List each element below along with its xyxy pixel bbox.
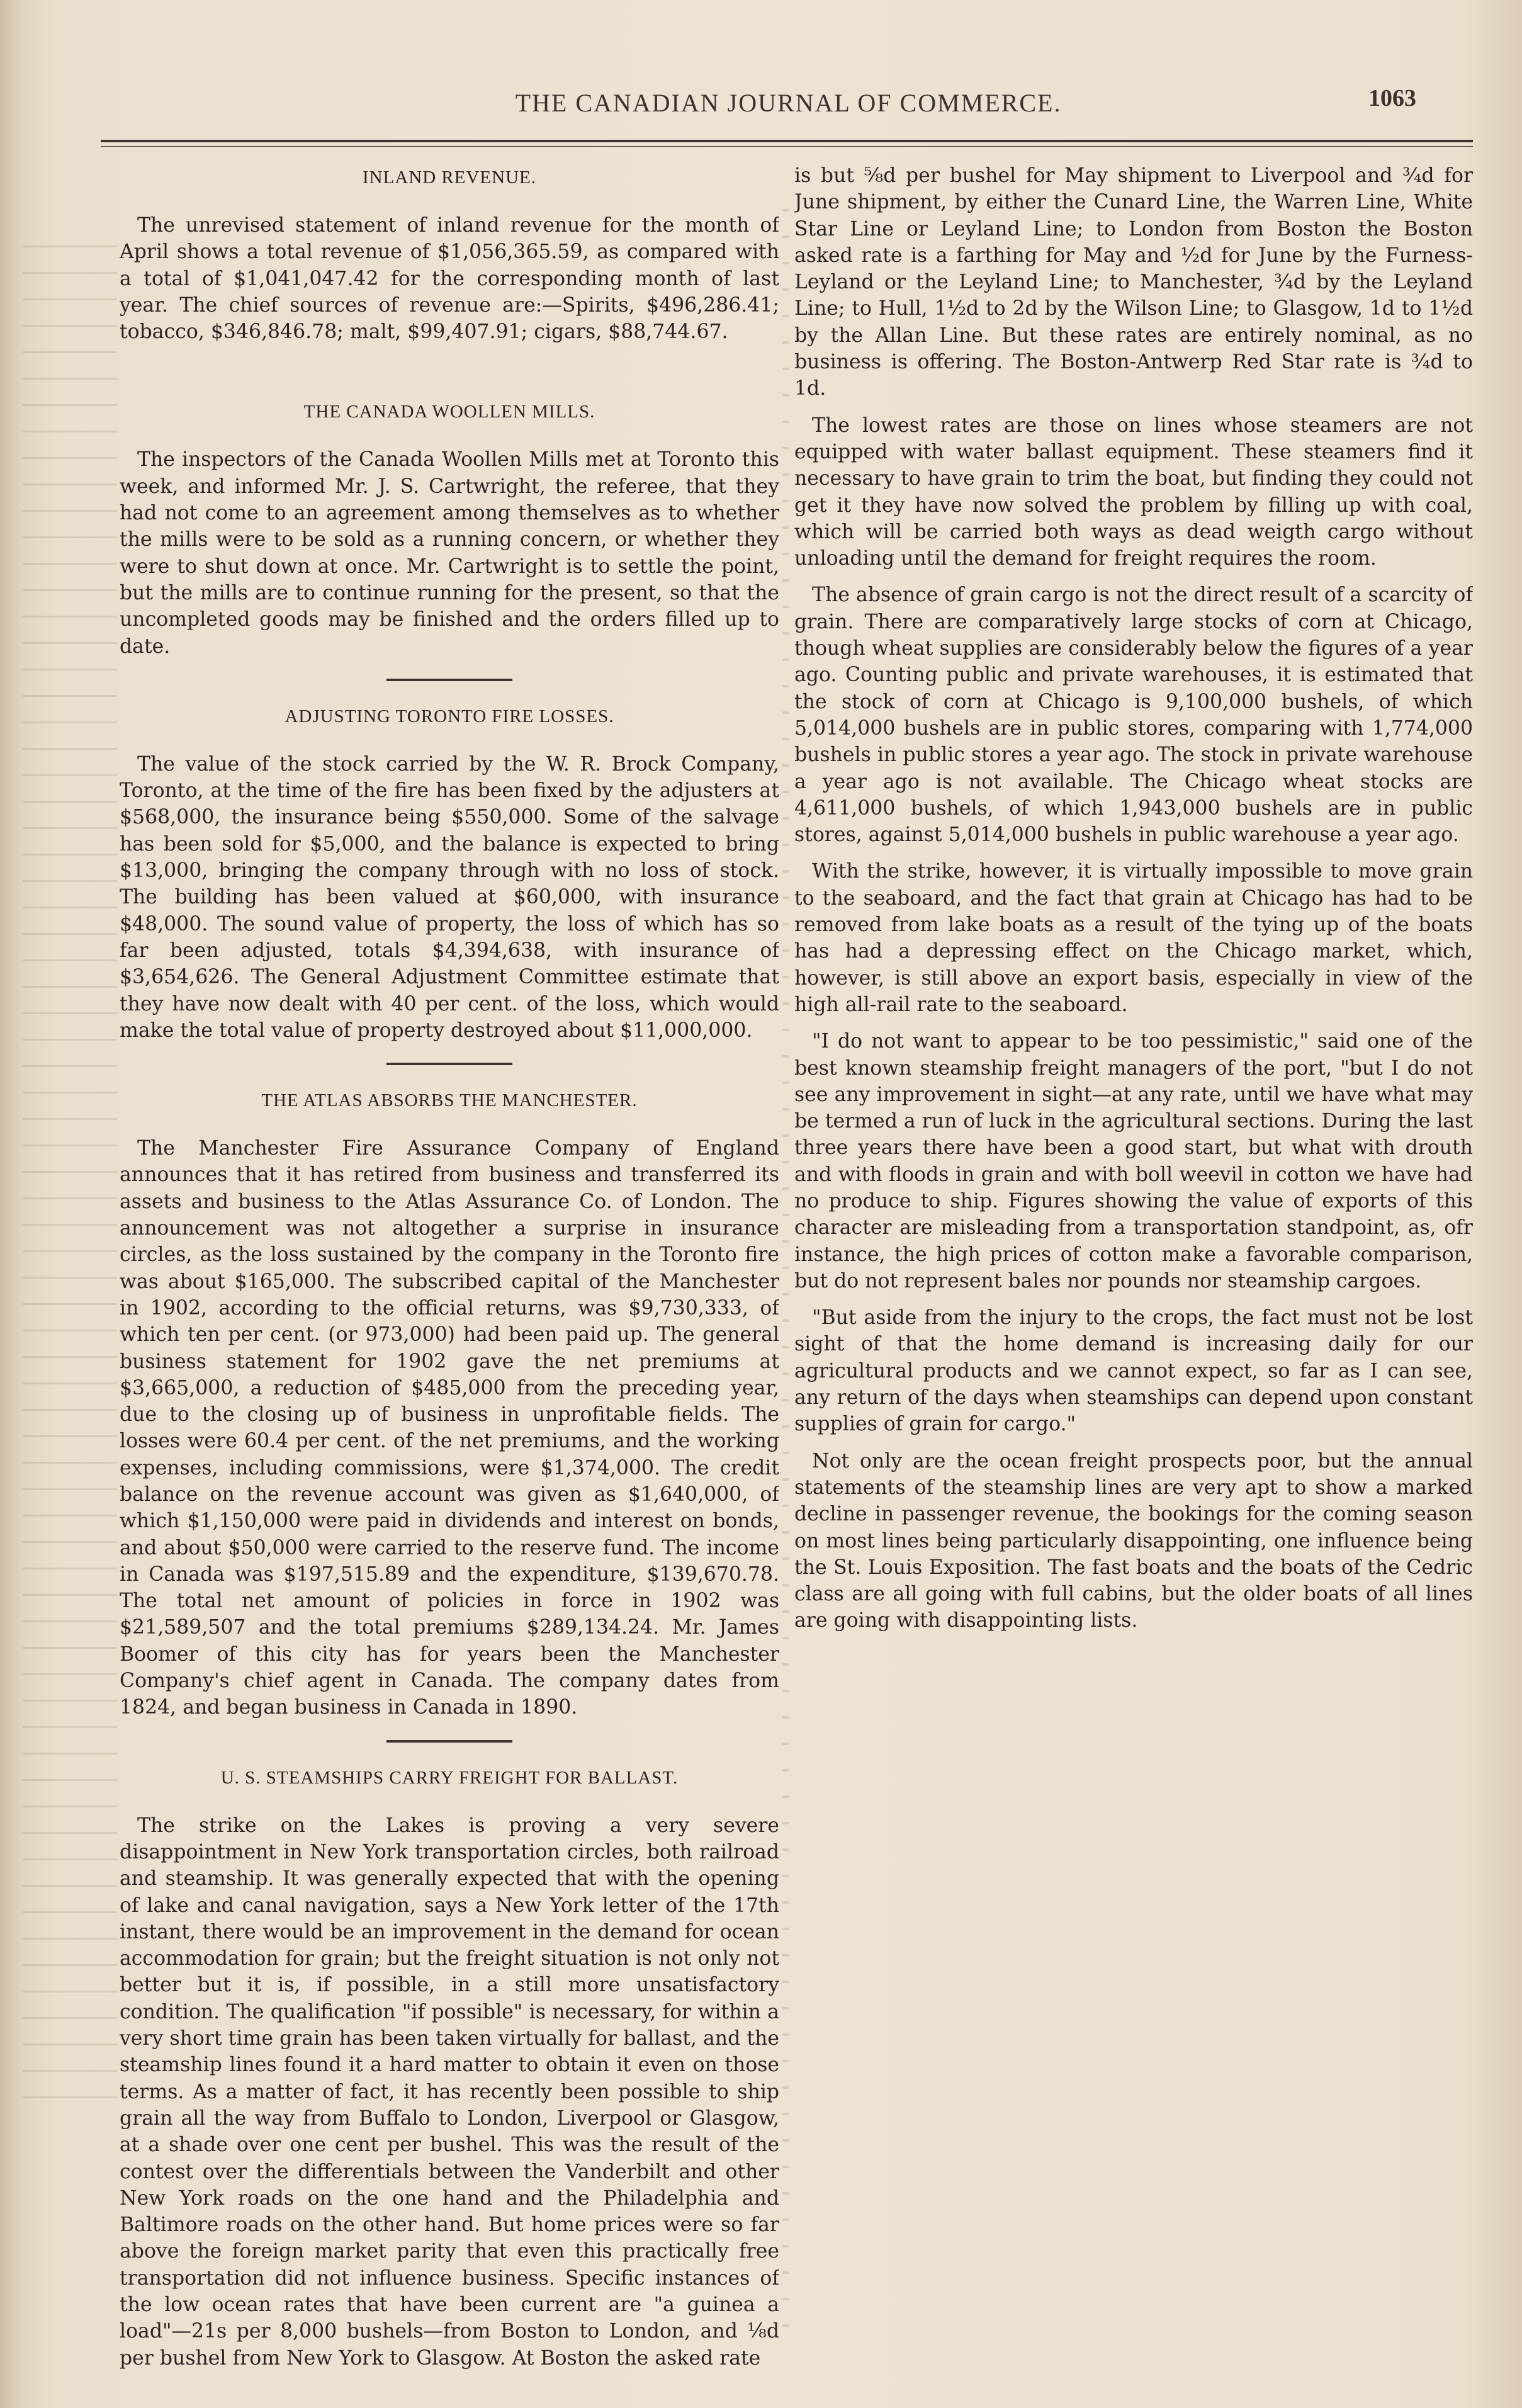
article-paragraph: With the strike, however, it is virtually impossible to move grain to the seaboard, and the fact that grain at Chicago has had to be removed from lake boats as a result of the tying up of the boats has had a depressing effect on the Chicago market, which, however, is still above an export basis, especially in view of the high all-rail rate to the seaboard. [794,860,1473,1016]
article-separator [386,1063,512,1065]
journal-title: THE CANADIAN JOURNAL OF COMMERCE. [515,89,1062,117]
header-rule-thick [101,140,1473,142]
article-paragraph: The value of the stock carried by the W. R. Brock Company, Toronto, at the time of the fire has been fixed by the adjusters at $568,000, the insurance being $550,000. Some of the salvage has been sold for $5,000, and the balance is expected to bring $13,000, bringing the company through with no loss of stock. The building has been valued at $60,000, with insurance $48,000. The sound value of property, the loss of which has so far been adjusted, totals $4,394,638, with insurance of $3,654,626. The General Adjustment Committee estimate that they have now dealt with 40 per cent. of the loss, which would make the total value of property destroyed about $11,000,000. [120,752,779,1042]
right-column [794,162,1473,2391]
article-heading-inland-revenue: INLAND REVENUE. [363,167,536,188]
article-paragraph: The lowest rates are those on lines whose steamers are not equipped with water ballast equipment. These steamers find it necessary to have grain to trim the boat, but finding they could not get it they have now solved the problem by filling up with coal, which will be carried both ways as dead weigth cargo without unloading until the demand for freight requires the room. [794,414,1473,570]
left-column [120,162,779,2391]
ink-show-through-gutter [782,189,789,2329]
page-header [104,85,1473,126]
ink-show-through [23,227,117,2115]
article-paragraph: "But aside from the injury to the crops, the fact must not be lost sight of that the home demand is increasing daily for our agricultural products and we cannot expect, so far as I can see, any return of the days when steamships can depend upon constant supplies of grain for cargo." [794,1306,1473,1436]
article-heading-steamships: U. S. STEAMSHIPS CARRY FREIGHT FOR BALLAST. [220,1767,679,1788]
article-paragraph: Not only are the ocean freight prospects poor, but the annual statements of the steamship lines are very apt to show a marked decline in passenger revenue, the bookings for the coming season on most lines being particularly disappointing, one influence being the St. Louis Exposition. The fast boats and the boats of the Cedric class are all going with full cabins, but the older boats of all lines are going with disappointing lists. [794,1449,1473,1632]
article-heading-atlas-manchester: THE ATLAS ABSORBS THE MANCHESTER. [261,1090,638,1111]
article-paragraph: The Manchester Fire Assurance Company of England announces that it has retired from business and transferred its assets and business to the Atlas Assurance Co. of London. The announcement was not altogether a surprise in insurance circles, as the loss sustained by the company in the Toronto fire was about $165,000. The subscribed capital of the Manchester in 1902, according to the official returns, was $9,730,333, of which ten per cent. (or 973,000) had been paid up. The general business statement for 1902 gave the net premiums at $3,665,000, a reduction of $485,000 from the preceding year, due to the closing up of business in unprofitable fields. The losses were 60.4 per cent. of the net premiums, and the working expenses, including commissions, were $1,374,000. The credit balance on the revenue account was given as $1,640,000, of which $1,150,000 were paid in dividends and interest on bonds, and about $50,000 were carried to the reserve fund. The income in Canada was $197,515.89 and the expenditure, $139,670.78. The total net amount of policies in force in 1902 was $21,589,507 and the total premiums $289,134.24. Mr. James Boomer of this city has for years been the Manchester Company's chief agent in Canada. The company dates from 1824, and began business in Canada in 1890. [120,1137,779,1719]
article-paragraph: "I do not want to appear to be too pessimistic," said one of the best known steamship freight managers of the port, "but I do not see any improvement in sight—at any rate, until we have what may be termed a run of luck in the agricultural sections. During the last three years there have been a good start, but what with drouth and with floods in grain and with boll weevil in cotton we have had no produce to ship. Figures showing the value of exports of this character are misleading from a transportation standpoint, as, ofr instance, the high prices of cotton make a favorable comparison, but do not represent bales nor pounds nor steamship cargoes. [794,1030,1473,1292]
article-heading-toronto-fire: ADJUSTING TORONTO FIRE LOSSES. [285,706,614,726]
article-paragraph: The inspectors of the Canada Woollen Mills met at Toronto this week, and informed Mr. J. S. Cartwright, the referee, that they had not come to an agreement among themselves as to whether the mills were to be sold as a running concern, or whether they were to shut down at once. Mr. Cartwright is to settle the point, but the mills are to continue running for the present, so that the uncompleted goods may be finished and the orders filled up to date. [120,448,779,658]
article-paragraph-continued: is but ⅝d per bushel for May shipment to Liverpool and ¾d for June shipment, by either the Cunard Line, the Warren Line, White Star Line or Leyland Line; to London from Boston the Boston asked rate is a farthing for May and ½d for June by the Furness-Leyland or the Leyland Line; to Manchester, ¾d by the Leyland Line; to Hull, 1½d to 2d by the Wilson Line; to Glasgow, 1d to 1½d by the Allan Line. But these rates are entirely nominal, as no business is offering. The Boston-Antwerp Red Star rate is ¾d to 1d. [794,164,1473,400]
article-paragraph: The absence of grain cargo is not the direct result of a scarcity of grain. There are comparatively large stocks of corn at Chicago, though wheat supplies are considerably below the figures of a year ago. Counting public and private warehouses, it is estimated that the stock of corn at Chicago is 9,100,000 bushels, of which 5,014,000 bushels are in public stores, comparing with 1,774,000 bushels in public stores a year ago. The stock in private warehouse a year ago is not available. The Chicago wheat stocks are 4,611,000 bushels, of which 1,943,000 bushels are in public stores, against 5,014,000 bushels in public warehouse a year ago. [794,584,1473,847]
article-separator [386,679,512,681]
article-separator [386,1740,512,1743]
article-paragraph: The unrevised statement of inland revenue for the month of April shows a total revenue of $1,056,365.59, as compared with a total of $1,041,047.42 for the corresponding month of last year. The chief sources of revenue are:—Spirits, $496,286.41; tobacco, $346,846.78; malt, $99,407.91; cigars, $88,744.67. [120,214,779,344]
header-rule-thin [101,146,1473,147]
page-binding-edge [0,0,21,2408]
article-heading-woollen-mills: THE CANADA WOOLLEN MILLS. [303,402,595,422]
page-number: 1063 [1368,85,1416,111]
article-paragraph: The strike on the Lakes is proving a very severe disappointment in New York transportation circles, both railroad and steamship. It was generally expected that with the opening of lake and canal navigation, says a New York letter of the 17th instant, there would be an improvement in the demand for ocean accommodation for grain; but the freight situation is not only not better but it is, if possible, in a still more unsatisfactory condition. The qualification "if possible" is necessary, for within a very short time grain has been taken virtually for ballast, and the steamship lines found it a hard matter to obtain it even on those terms. As a matter of fact, it has recently been possible to ship grain all the way from Buffalo to London, Liverpool or Glasgow, at a shade over one cent per bushel. This was the result of the contest over the differentials between the Vanderbilt and other New York roads on the one hand and the Philadelphia and Baltimore roads on the other hand. But home prices were so far above the foreign market parity that even this practically free transportation did not influence business. Specific instances of the low ocean rates that have been current are "a guinea a load"—21s per 8,000 bushels—from Boston to London, and ⅛d per bushel from New York to Glasgow. At Boston the asked rate [120,1814,779,2370]
